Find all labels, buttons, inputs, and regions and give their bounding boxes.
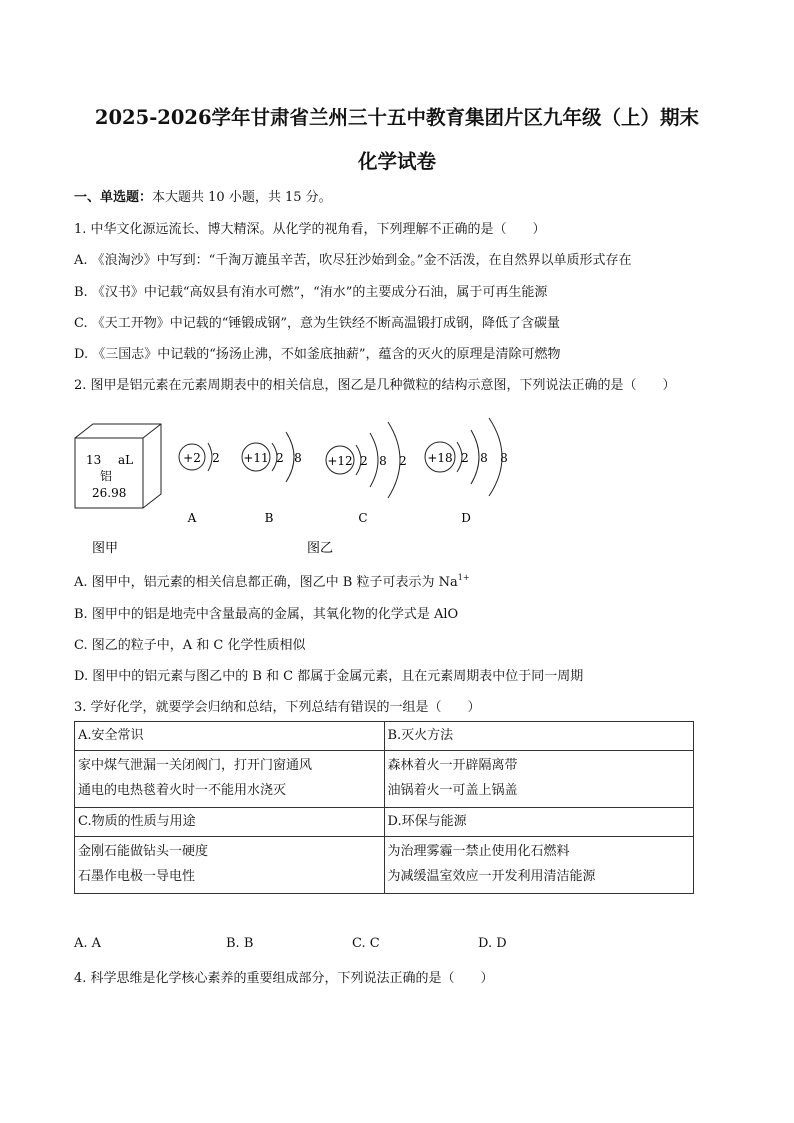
q2-option-a-text: A. 图甲中，铝元素的相关信息都正确，图乙中 B 粒子可表示为 Na bbox=[74, 575, 458, 590]
q1-option-c: C. 《天工开物》中记载的“锤锻成钢”，意为生铁经不断高温锻打成钢，降低了含碳量 bbox=[74, 316, 561, 331]
atom-c bbox=[326, 422, 407, 525]
q2-option-c: C. 图乙的粒子中，A 和 C 化学性质相似 bbox=[74, 638, 306, 653]
q2-stem: 2. 图甲是铝元素在元素周期表中的相关信息，图乙是几种微粒的结构示意图，下列说法正确的是（ ） bbox=[74, 378, 676, 393]
section-desc: 本大题共 10 小题，共 15 分。 bbox=[152, 190, 332, 205]
atom-d-shell-3: 8 bbox=[500, 451, 508, 465]
atom-d-label: D bbox=[461, 511, 471, 525]
atom-b-nucleus: +11 bbox=[243, 451, 269, 465]
atom-a-nucleus: +2 bbox=[183, 451, 201, 465]
cell-b-line1: 森林着火一开辟隔离带 bbox=[387, 758, 518, 773]
q1-stem: 1. 中华文化源远流长、博大精深。从化学的视角看，下列理解不正确的是（ ） bbox=[74, 222, 546, 237]
cell-a-line2: 通电的电热毯着火时一不能用水浇灭 bbox=[78, 783, 287, 798]
atom-b bbox=[242, 432, 302, 525]
atom-d-nucleus: +18 bbox=[427, 451, 453, 465]
section-heading bbox=[74, 186, 332, 205]
cell-c-line1: 金刚石能做钻头一硬度 bbox=[78, 844, 209, 859]
cell-a-body bbox=[75, 751, 385, 808]
section-prefix: 一、单选题： bbox=[74, 190, 153, 205]
atom-d-shell-1: 2 bbox=[461, 451, 469, 465]
cell-a-line1: 家中煤气泄漏一关闭阀门，打开门窗通风 bbox=[78, 758, 313, 773]
q1-option-b: B. 《汉书》中记载“高奴县有洧水可燃”，“洧水”的主要成分石油，属于可再生能源 bbox=[74, 285, 548, 300]
q2-option-a-charge: 1+ bbox=[457, 573, 470, 582]
q2-figure bbox=[0, 400, 794, 580]
cube-atomic-number: 13 bbox=[86, 453, 102, 467]
cell-d-head: D.环保与能源 bbox=[384, 808, 694, 837]
cube-symbol: aL bbox=[118, 453, 134, 467]
atom-d bbox=[425, 418, 508, 525]
q3-option-a: A. A bbox=[74, 936, 102, 951]
atom-b-shell-2: 8 bbox=[294, 451, 302, 465]
cell-b-body bbox=[384, 751, 694, 808]
atom-c-shell-3: 2 bbox=[399, 454, 407, 468]
figure-caption-yi: 图乙 bbox=[307, 541, 334, 556]
atom-c-shell-2: 8 bbox=[379, 454, 387, 468]
atom-c-label: C bbox=[358, 511, 368, 525]
atom-a-label: A bbox=[187, 511, 197, 525]
atom-a bbox=[179, 443, 220, 525]
cell-c-line2: 石墨作电极一导电性 bbox=[78, 869, 196, 884]
cell-b-head: B.灭火方法 bbox=[384, 722, 694, 751]
cell-c-head: C.物质的性质与用途 bbox=[75, 808, 385, 837]
atom-a-shell-1: 2 bbox=[212, 451, 220, 465]
cube-element-name: 铝 bbox=[100, 469, 113, 483]
q4-stem: 4. 科学思维是化学核心素养的重要组成部分，下列说法正确的是（ ） bbox=[74, 971, 494, 986]
cell-c-body bbox=[75, 837, 385, 894]
q1-option-a: A. 《浪淘沙》中写到：“千淘万漉虽辛苦，吹尽狂沙始到金。”金不活泼，在自然界以单质形式存在 bbox=[74, 253, 632, 268]
atom-d-shell-2: 8 bbox=[480, 451, 488, 465]
cell-a-head: A.安全常识 bbox=[75, 722, 385, 751]
cell-d-line2: 为减缓温室效应一开发利用清洁能源 bbox=[387, 869, 596, 884]
q3-option-b: B. B bbox=[226, 936, 254, 951]
q3-option-c: C. C bbox=[352, 936, 380, 951]
q3-option-d: D. D bbox=[478, 936, 507, 951]
cell-d-body bbox=[384, 837, 694, 894]
atom-c-nucleus: +12 bbox=[327, 454, 353, 468]
cell-d-line1: 为治理雾霾一禁止使用化石燃料 bbox=[387, 844, 570, 859]
exam-title-line2: 化学试卷 bbox=[357, 150, 436, 173]
cube-atomic-mass: 26.98 bbox=[92, 486, 127, 500]
figure-caption-jia: 图甲 bbox=[92, 541, 119, 556]
atom-b-label: B bbox=[264, 511, 274, 525]
atom-c-shell-1: 2 bbox=[360, 454, 368, 468]
q3-summary-table bbox=[74, 721, 694, 894]
cell-b-line2: 油锅着火一可盖上锅盖 bbox=[387, 783, 518, 798]
atom-b-shell-1: 2 bbox=[276, 451, 284, 465]
q2-option-d: D. 图甲中的铝元素与图乙中的 B 和 C 都属于金属元素，且在元素周期表中位于同一周期 bbox=[74, 669, 584, 684]
q3-stem: 3. 学好化学，就要学会归纳和总结，下列总结有错误的一组是（ ） bbox=[74, 700, 481, 715]
q2-option-a bbox=[74, 571, 470, 590]
exam-title-line1: 2025-2026学年甘肃省兰州三十五中教育集团片区九年级（上）期末 bbox=[94, 106, 700, 129]
q1-option-d: D. 《三国志》中记载的“扬汤止沸，不如釜底抽薪”，蕴含的灭火的原理是清除可燃物 bbox=[74, 347, 561, 362]
q2-option-b: B. 图甲中的铝是地壳中含量最高的金属，其氧化物的化学式是 AlO bbox=[74, 607, 459, 622]
